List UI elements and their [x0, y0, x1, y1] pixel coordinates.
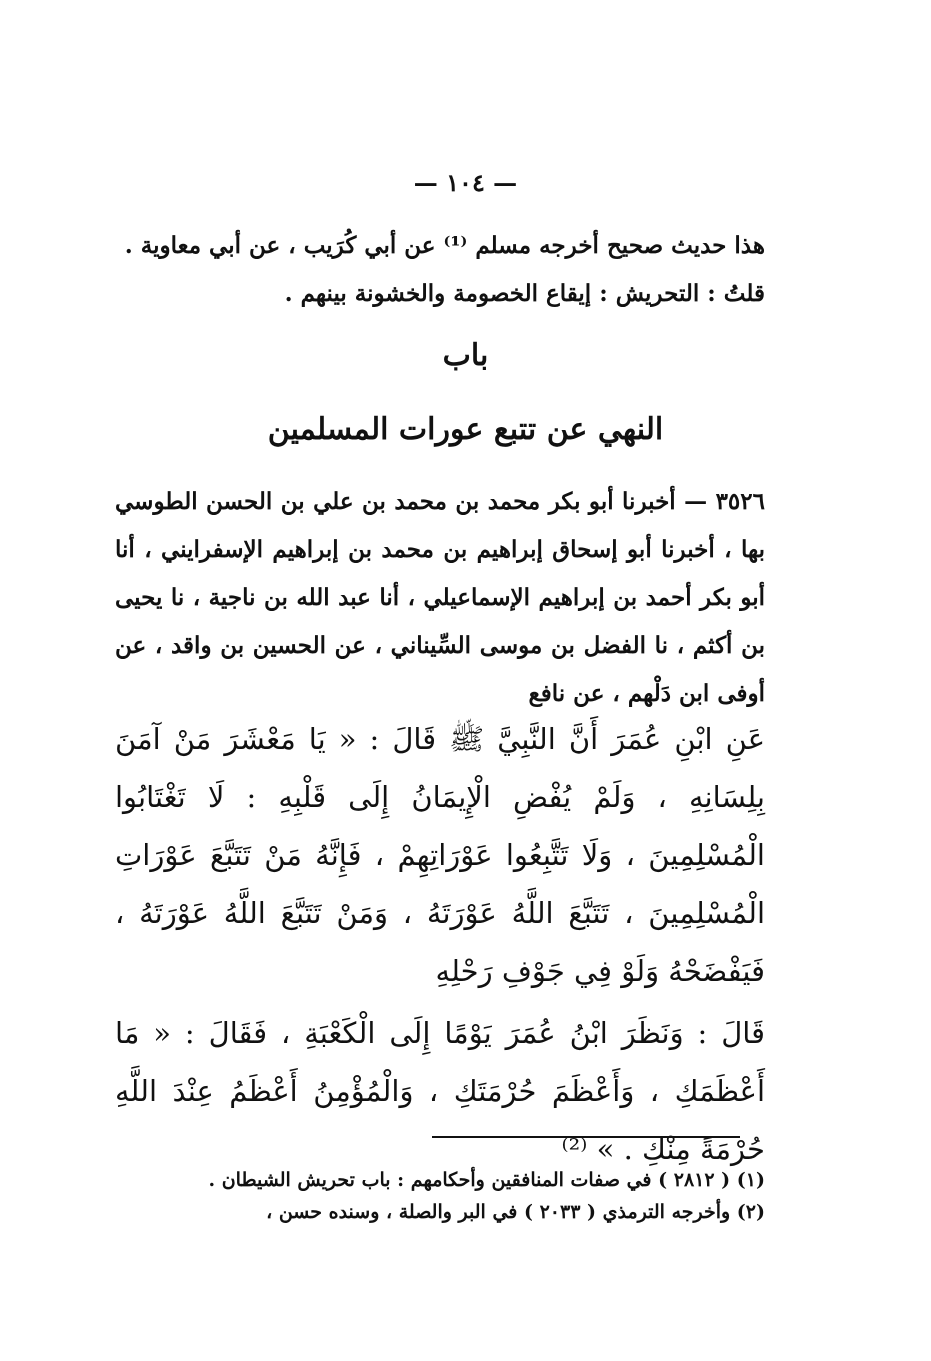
intro-line-1: هذا حديث صحيح أخرجه مسلم ⁽¹⁾ عن أبي كُرَيب ، عن أبي معاوية . — [124, 232, 765, 259]
footnote-divider — [432, 1136, 740, 1138]
footnote-2: (٢) وأخرجه الترمذي ( ٢٠٣٣ ) في البر والصلة ، وسنده حسن ، — [266, 1201, 765, 1223]
hadith-isnad: ٣٥٢٦ — أخبرنا أبو بكر محمد بن محمد بن علي بن الحسن الطوسي بها ، أخبرنا أبو إسحاق إبراهيم بن محمد بن إبراهيم الإسفرايني ، أنا أبو بكر أحمد بن إبراهيم الإسماعيلي ، أنا عبد الله بن ناجية ، نا يحيى بن أكثم ، نا الفضل بن موسى السِّيناني ، عن الحسين بن واقد ، عن أوفى ابن دَلْهم ، عن نافع — [115, 488, 765, 707]
hadith-text-2: قَالَ : وَنَظَرَ ابْنُ عُمَرَ يَوْمًا إِلَى الْكَعْبَةِ ، فَقَالَ : « مَا أَعْظَمَكِ ، وَأَعْظَمَ حُرْمَتَكِ ، وَالْمُؤْمِنُ أَعْظَمُ عِنْدَ اللَّهِ حُرْمَةً مِنْكِ . » ⁽²⁾ — [115, 1016, 765, 1166]
chapter-label: باب — [442, 338, 489, 373]
chapter-title: النهي عن تتبع عورات المسلمين — [267, 412, 664, 447]
page-number: — ١٠٤ — — [413, 168, 518, 197]
hadith-text-1: عَنِ ابْنِ عُمَرَ أَنَّ النَّبِيَّ ﷺ قَالَ : « يَا مَعْشَرَ مَنْ آمَنَ بِلِسَانِهِ ، وَلَمْ يُفْضِ الْإِيمَانُ إِلَى قَلْبِهِ : لَا تَغْتَابُوا الْمُسْلِمِينَ ، وَلَا تَتَّبِعُوا عَوْرَاتِهِمْ ، فَإِنَّهُ مَنْ تَتَبَّعَ عَوْرَاتِ الْمُسْلِمِينَ ، تَتَبَّعَ اللَّهُ عَوْرَتَهُ ، وَمَنْ تَتَبَّعَ اللَّهُ عَوْرَتَهُ ، فَيَفْضَحْهُ وَلَوْ فِي جَوْفِ رَحْلِهِ — [115, 722, 765, 988]
footnote-1: (١) ( ٢٨١٢ ) في صفات المنافقين وأحكامهم : باب تحريش الشيطان . — [208, 1169, 765, 1191]
intro-line-2: قلتُ : التحريش : إيقاع الخصومة والخشونة بينهم . — [284, 280, 765, 307]
